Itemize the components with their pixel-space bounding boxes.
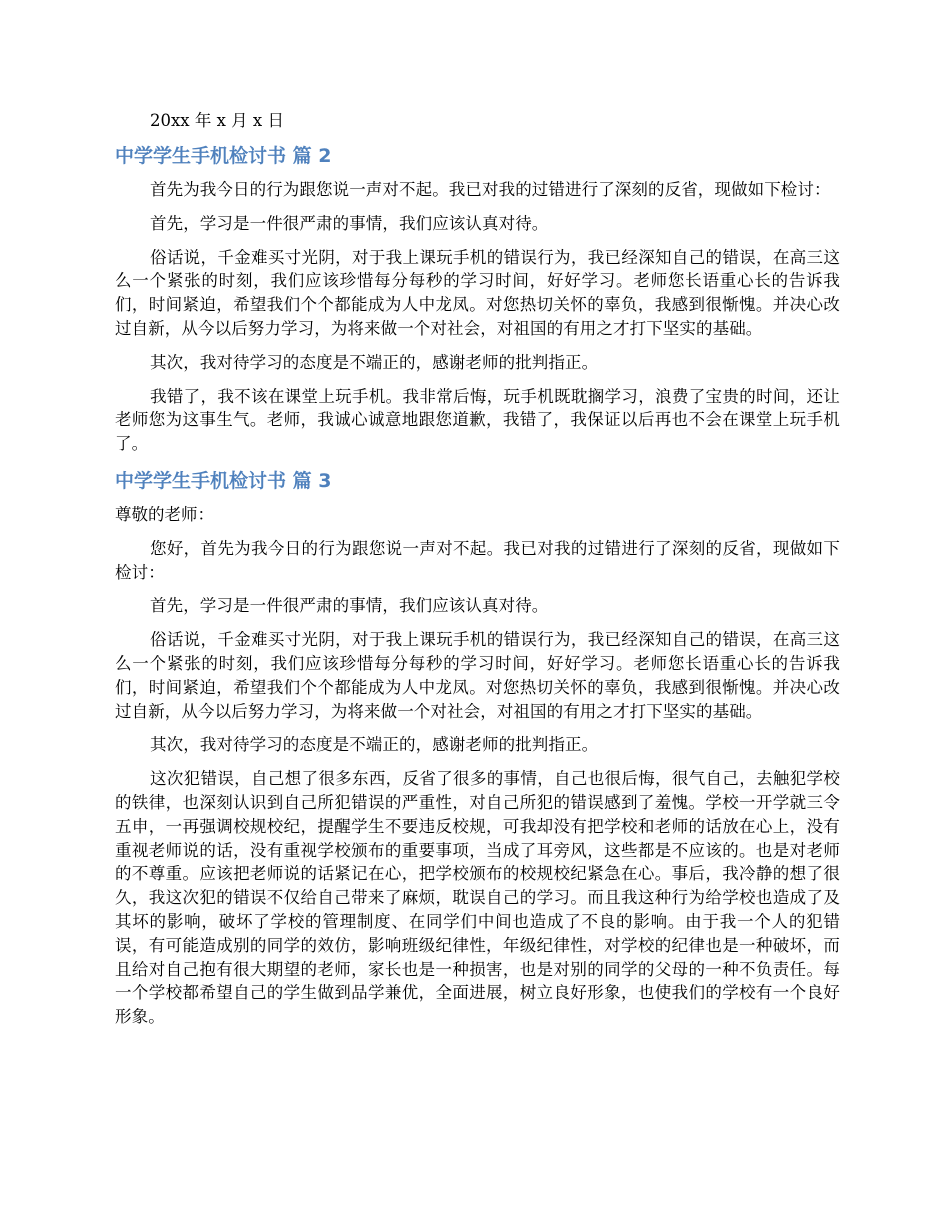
section-3-paragraph-5: 这次犯错误，自己想了很多东西，反省了很多的事情，自己也很后悔，很气自己，去触犯学校的铁律，也深刻认识到自己所犯错误的严重性，对自己所犯的错误感到了羞愧。学校一开学就三令五申，一再强调校规校纪，提醒学生不要违反校规，可我却没有把学校和老师的话放在心上，没有重视老师说的话，没有重视学校颁布的重要事项，当成了耳旁风，这些都是不应该的。也是对老师的不尊重。应该把老师说的话紧记在心，把学校颁布的校规校纪紧急在心。事后，我冷静的想了很久，我这次犯的错误不仅给自己带来了麻烦，耽误自己的学习。而且我这种行为给学校也造成了及其坏的影响，破坏了学校的管理制度、在同学们中间也造成了不良的影响。由于我一个人的犯错误，有可能造成别的同学的效仿，影响班级纪律性，年级纪律性，对学校的纪律也是一种破坏，而且给对自己抱有很大期望的老师，家长也是一种损害，也是对别的同学的父母的一种不负责任。每一个学校都希望自己的学生做到品学兼优，全面进展，树立良好形象，也使我们的学校有一个良好形象。 <box>115 769 840 1027</box>
section-2-title: 中学学生手机检讨书 篇 2 <box>115 145 332 167</box>
section-2-paragraph-4: 其次，我对待学习的态度是不端正的，感谢老师的批判指正。 <box>150 352 599 372</box>
section-3-title: 中学学生手机检讨书 篇 3 <box>115 469 332 492</box>
document-page <box>115 108 840 1039</box>
section-2-paragraph-1: 首先为我今日的行为跟您说一声对不起。我已对我的过错进行了深刻的反省，现做如下检讨： <box>150 180 831 199</box>
date-line: 20xx 年 x 月 x 日 <box>150 111 284 130</box>
section-3-paragraph-2: 首先，学习是一件很严肃的事情，我们应该认真对待。 <box>150 596 549 616</box>
section-3-paragraph-4: 其次，我对待学习的态度是不端正的，感谢老师的批判指正。 <box>150 735 599 755</box>
section-2-paragraph-5: 我错了，我不该在课堂上玩手机。我非常后悔，玩手机既耽搁学习，浪费了宝贵的时间，还让老师您为这事生气。老师，我诚心诚意地跟您道歉，我错了，我保证以后再也不会在课堂上玩手机了。 <box>115 386 840 454</box>
section-2-paragraph-2: 首先，学习是一件很严肃的事情，我们应该认真对待。 <box>150 213 549 233</box>
section-2-paragraph-3: 俗话说，千金难买寸光阴，对于我上课玩手机的错误行为，我已经深知自己的错误，在高三这么一个紧张的时刻，我们应该珍惜每分每秒的学习时间，好好学习。老师您长语重心长的告诉我们，时间紧迫，希望我们个个都能成为人中龙凤。对您热切关怀的辜负，我感到很惭愧。并决心改过自新，从今以后努力学习，为将来做一个对社会，对祖国的有用之才打下坚实的基础。 <box>115 247 840 338</box>
salutation: 尊敬的老师： <box>115 504 214 524</box>
section-3-paragraph-3: 俗话说，千金难买寸光阴，对于我上课玩手机的错误行为，我已经深知自己的错误，在高三这么一个紧张的时刻，我们应该珍惜每分每秒的学习时间，好好学习。老师您长语重心长的告诉我们，时间紧迫，希望我们个个都能成为人中龙凤。对您热切关怀的辜负，我感到很惭愧。并决心改过自新，从今以后努力学习，为将来做一个对社会，对祖国的有用之才打下坚实的基础。 <box>115 630 840 721</box>
section-3-paragraph-1: 您好，首先为我今日的行为跟您说一声对不起。我已对我的过错进行了深刻的反省，现做如下检讨： <box>115 538 840 582</box>
